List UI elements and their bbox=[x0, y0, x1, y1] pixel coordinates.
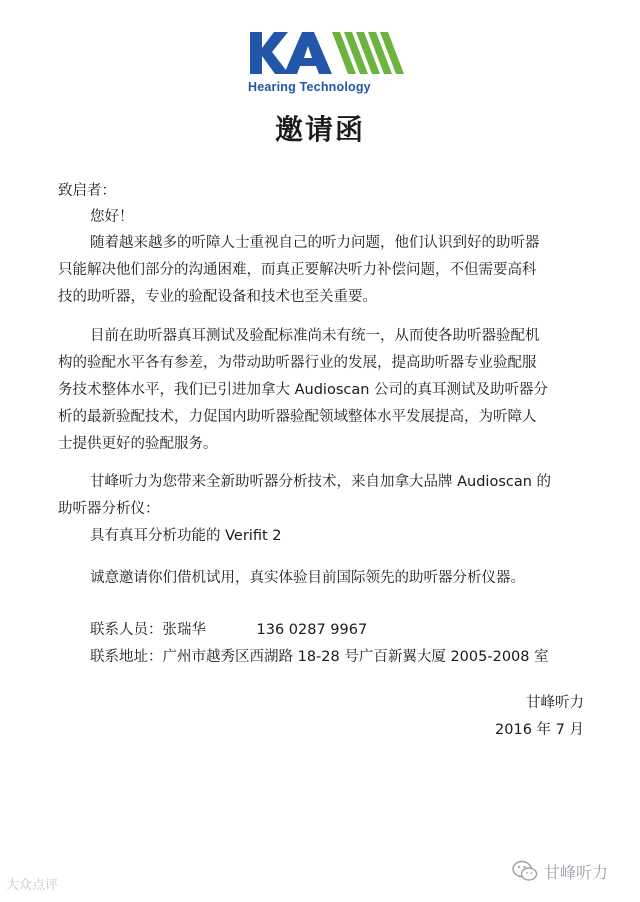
paragraph-line: 甘峰听力为您带来全新助听器分析技术，来自加拿大品牌 Audioscan 的 bbox=[90, 474, 552, 490]
wechat-watermark bbox=[512, 858, 608, 884]
signature-org: 甘峰听力 bbox=[526, 695, 584, 711]
contact-phone: 136 0287 9967 bbox=[256, 622, 368, 638]
paragraph-3 bbox=[58, 469, 551, 550]
contact-address: 广州市越秀区西湖路 18-28 号广百新翼大厦 2005-2008 室 bbox=[162, 649, 549, 665]
paragraph-line: 只能解决他们部分的沟通困难，而真正要解决听力补偿问题，不但需要高科 bbox=[58, 262, 537, 278]
signature-date: 2016 年 7 月 bbox=[495, 722, 584, 738]
contact-address-label: 联系地址： bbox=[90, 649, 163, 665]
logo-tagline: Hearing Technology bbox=[248, 80, 371, 94]
watermark-left-label: 大众点评 bbox=[6, 878, 59, 893]
dianping-watermark bbox=[6, 874, 58, 893]
wechat-icon bbox=[512, 860, 538, 882]
paragraph-line: 技的助听器，专业的验配设备和技术也至关重要。 bbox=[58, 289, 377, 305]
ka-logo-mark bbox=[248, 28, 408, 78]
greeting: 您好！ bbox=[90, 209, 134, 225]
watermark-label: 甘峰听力 bbox=[544, 862, 609, 882]
paragraph-4: 诚意邀请你们借机试用，真实体验目前国际领先的助听器分析仪器。 bbox=[90, 570, 525, 586]
paragraph-line: 构的验配水平各有参差，为带动助听器行业的发展，提高助听器专业验配服 bbox=[58, 355, 537, 371]
contact-person-name: 张瑞华 bbox=[162, 622, 206, 638]
contact-person-row bbox=[90, 617, 367, 644]
paragraph-line: 务技术整体水平，我们已引进加拿大 Audioscan 公司的真耳测试及助听器分 bbox=[58, 382, 549, 398]
paragraph-1 bbox=[58, 230, 540, 311]
signature bbox=[495, 690, 584, 744]
product-item: 具有真耳分析功能的 Verifit 2 bbox=[90, 528, 282, 544]
company-logo bbox=[248, 28, 408, 100]
paragraph-line: 士提供更好的验配服务。 bbox=[58, 436, 218, 452]
paragraph-line: 析的最新验配技术，力促国内助听器验配领域整体水平发展提高，为听障人 bbox=[58, 409, 537, 425]
contact-person-label: 联系人员： bbox=[90, 622, 163, 638]
paragraph-line: 助听器分析仪： bbox=[58, 501, 160, 517]
paragraph-line: 目前在助听器真耳测试及验配标准尚未有统一，从而使各助听器验配机 bbox=[90, 328, 540, 344]
paragraph-line: 随着越来越多的听障人士重视自己的听力问题，他们认识到好的助听器 bbox=[90, 235, 540, 251]
salutation: 致启者： bbox=[58, 183, 116, 199]
contact-address-row bbox=[90, 644, 549, 671]
paragraph-2 bbox=[58, 323, 548, 458]
page-title: 邀请函 bbox=[274, 113, 365, 146]
